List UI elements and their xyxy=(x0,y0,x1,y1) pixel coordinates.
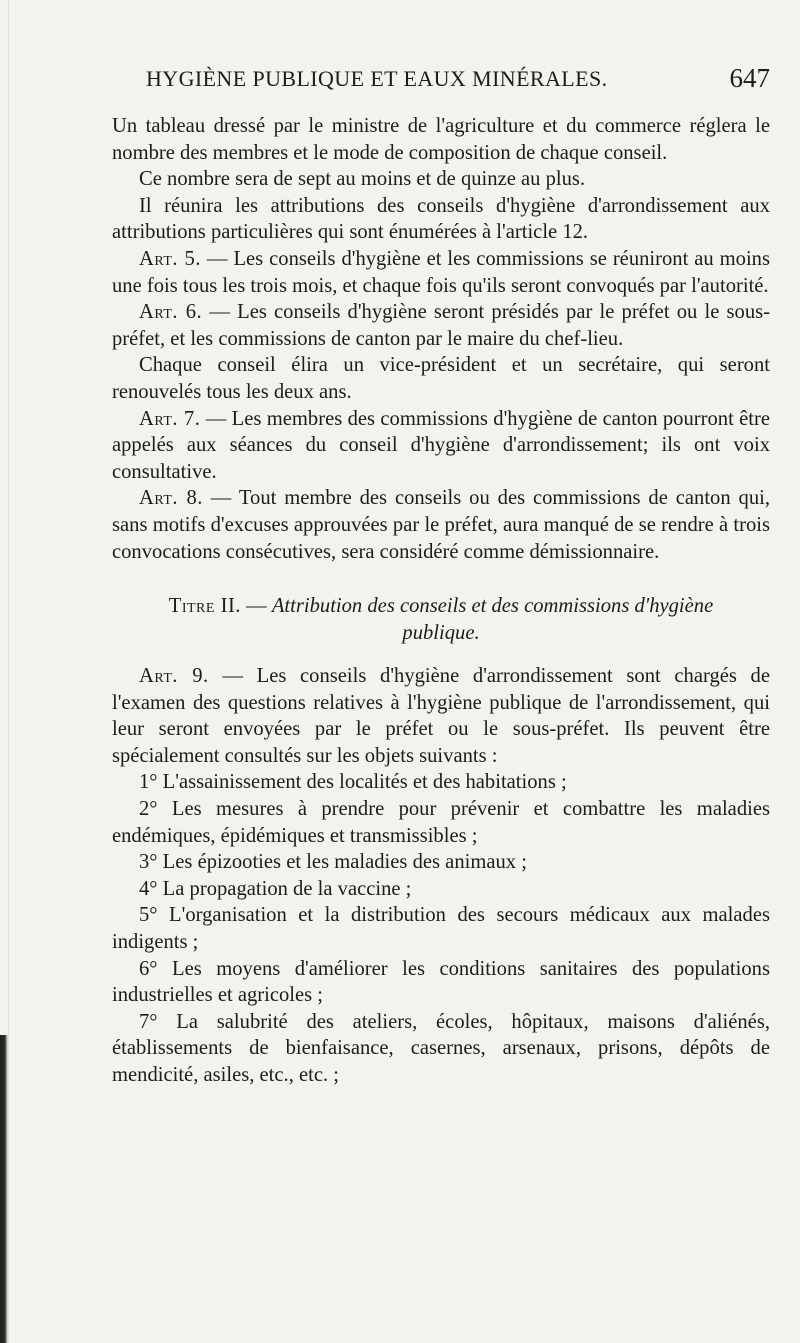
list-item: 4° La propagation de la vaccine ; xyxy=(139,877,412,900)
paragraph-tableau: Un tableau dressé par le ministre de l'agriculture et du commerce réglera le nombre des membres et le mode de composition de chaque conseil. xyxy=(112,115,770,164)
article-5-label: Art. 5. xyxy=(139,247,201,270)
article-6-text: — Les conseils d'hygiène seront présidés par le préfet ou le sous-préfet, et les commissions de canton par le maire du chef-lieu. xyxy=(112,301,770,350)
article-5 xyxy=(112,246,770,299)
list-item: 2° Les mesures à prendre pour prévenir et combattre les maladies endémiques, épidémiques et transmissibles ; xyxy=(112,798,770,847)
article-8-label: Art. 8. xyxy=(139,487,203,510)
section-title xyxy=(112,593,770,647)
article-9-text: — Les conseils d'hygiène d'arrondissement sont chargés de l'examen des questions relatives à l'hygiène publique de l'arrondissement, qui leur seront envoyées par le préfet ou le sous-préfet. Ils peuvent être spécialement consultés sur les objets suivants : xyxy=(112,665,770,767)
section-title-line-1 xyxy=(112,593,770,620)
article-9 xyxy=(112,663,770,769)
article-7-text: — Les membres des commissions d'hygiène de canton pourront être appelés aux séances du conseil d'hygiène d'arrondissement; ils ont voix consultative. xyxy=(112,407,771,483)
article-7 xyxy=(112,406,770,486)
article-6-continuation: Chaque conseil élira un vice-président et un secrétaire, qui seront renouvelés tous les deux ans. xyxy=(112,354,770,403)
body-text xyxy=(112,113,770,1089)
article-7-label: Art. 7. xyxy=(139,407,201,430)
page-header xyxy=(112,63,770,100)
article-9-label: Art. 9. xyxy=(139,665,209,688)
article-8 xyxy=(112,485,770,565)
paragraph-attributions: Il réunira les attributions des conseils d'hygiène d'arrondissement aux attributions particulières qui sont énumérées à l'article 12. xyxy=(112,194,770,244)
page-number: 647 xyxy=(729,63,770,93)
list-item: 7° La salubrité des ateliers, écoles, hôpitaux, maisons d'aliénés, établissements de bienfaisance, casernes, arsenaux, prisons, dépôts de mendicité, asiles, etc., etc. ; xyxy=(112,1010,770,1086)
section-title-line-2: publique. xyxy=(402,622,480,645)
article-5-text: — Les conseils d'hygiène et les commissions se réuniront au moins une fois tous les trois mois, et chaque fois qu'ils seront convoqués par l'autorité. xyxy=(112,247,770,297)
binding-edge-shadow xyxy=(0,1035,8,1343)
section-title-dash: — xyxy=(240,595,272,618)
list-item: 1° L'assainissement des localités et des habitations ; xyxy=(139,771,567,794)
article-8-text: — Tout membre des conseils ou des commissions de canton qui, sans motifs d'excuses approuvées par le préfet, aura manqué de se rendre à trois convocations consécutives, sera considéré comme démissionnaire. xyxy=(112,487,770,563)
section-title-label: Titre II. xyxy=(168,595,241,618)
list-item: 5° L'organisation et la distribution des secours médicaux aux malades indigents ; xyxy=(112,904,770,954)
list-item: 3° Les épizooties et les maladies des animaux ; xyxy=(139,851,527,874)
running-head: HYGIÈNE PUBLIQUE ET EAUX MINÉRALES. xyxy=(146,66,608,91)
article-6 xyxy=(112,299,770,352)
list-item: 6° Les moyens d'améliorer les conditions sanitaires des populations industrielles et agricoles ; xyxy=(112,957,770,1007)
article-6-label: Art. 6. xyxy=(139,301,203,324)
page-fold-line xyxy=(8,0,9,1343)
section-title-text: Attribution des conseils et des commissions d'hygiène xyxy=(271,595,714,618)
paragraph-nombre: Ce nombre sera de sept au moins et de quinze au plus. xyxy=(139,168,586,191)
